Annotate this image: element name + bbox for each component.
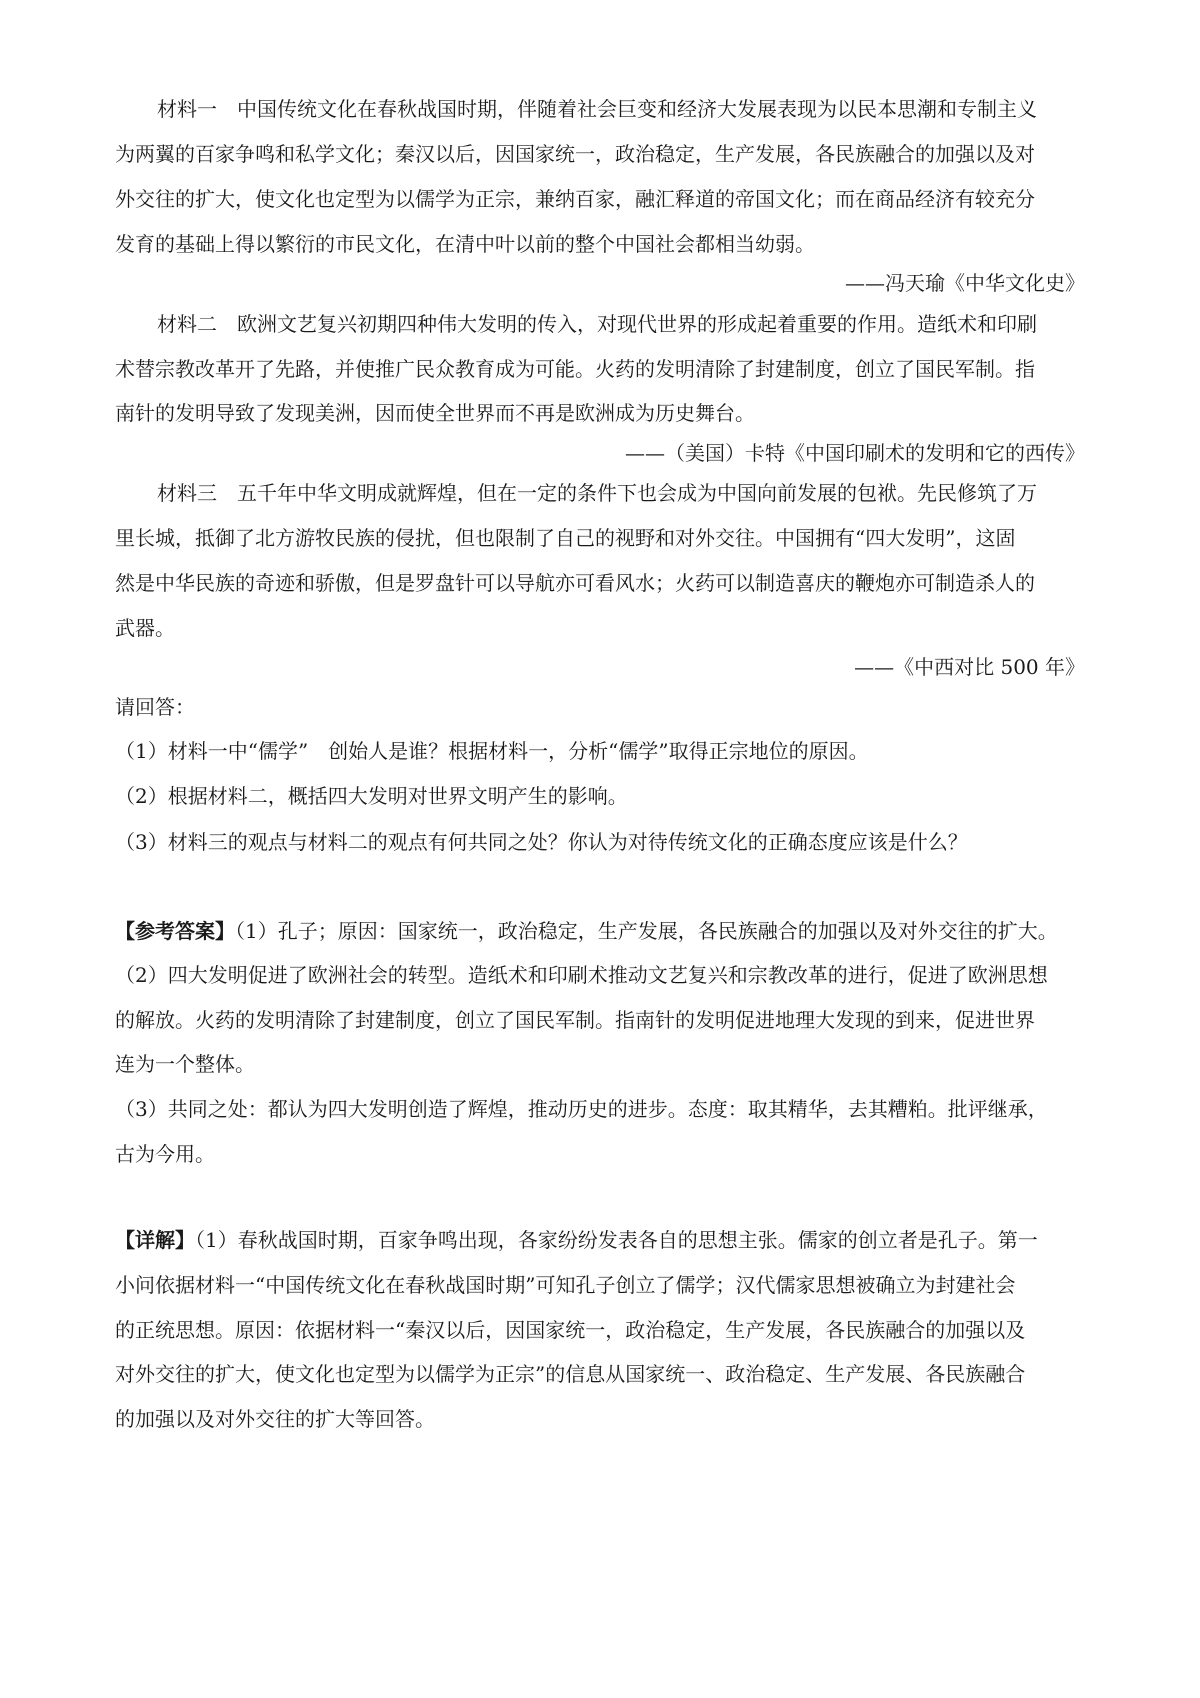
answer-line-1 — [115, 918, 1085, 944]
material-3-line-4: 武器。 — [115, 616, 175, 640]
explanation-label: 【详解】 — [115, 1228, 195, 1252]
explanation-line-1 — [115, 1227, 1085, 1253]
answer-line-2: （2）四大发明促进了欧洲社会的转型。造纸术和印刷术推动文艺复兴和宗教改革的进行，促进了欧洲思想 — [115, 963, 1048, 987]
explanation-line-4: 对外交往的扩大，使文化也定型为以儒学为正宗”的信息从国家统一、政治稳定、生产发展、各民族融合 — [115, 1362, 1026, 1386]
material-2-line-3: 南针的发明导致了发现美洲，因而使全世界而不再是欧洲成为历史舞台。 — [115, 401, 755, 425]
material-1-line-2: 为两翼的百家争鸣和私学文化；秦汉以后，因国家统一，政治稳定，生产发展，各民族融合的加强以及对 — [115, 142, 1035, 166]
answer-label: 【参考答案】 — [115, 919, 235, 943]
answer-line-3: 的解放。火药的发明清除了封建制度，创立了国民军制。指南针的发明促进地理大发现的到来，促进世界 — [115, 1008, 1035, 1032]
material-3-line-2: 里长城，抵御了北方游牧民族的侵扰，但也限制了自己的视野和对外交往。中国拥有“四大发明”，这固 — [115, 526, 1016, 550]
answer-line-4: 连为一个整体。 — [115, 1052, 255, 1076]
answer-line-6: 古为今用。 — [115, 1142, 215, 1166]
material-2-line-1: 材料二 欧洲文艺复兴初期四种伟大发明的传入，对现代世界的形成起着重要的作用。造纸术和印刷 — [157, 312, 1037, 336]
explanation-line-5: 的加强以及对外交往的扩大等回答。 — [115, 1407, 435, 1431]
answer-text-1: （1）孔子；原因：国家统一，政治稳定，生产发展，各民族融合的加强以及对外交往的扩大。 — [235, 919, 1058, 943]
material-3-source: ——《中西对比 500 年》 — [854, 655, 1085, 679]
question-2: （2）根据材料二，概括四大发明对世界文明产生的影响。 — [115, 784, 628, 808]
explanation-line-3: 的正统思想。原因：依据材料一“秦汉以后，因国家统一，政治稳定，生产发展，各民族融合的加强以及 — [115, 1318, 1026, 1342]
material-1-line-3: 外交往的扩大，使文化也定型为以儒学为正宗，兼纳百家，融汇释道的帝国文化；而在商品经济有较充分 — [115, 187, 1035, 211]
material-3-line-3: 然是中华民族的奇迹和骄傲，但是罗盘针可以导航亦可看风水；火药可以制造喜庆的鞭炮亦可制造杀人的 — [115, 571, 1035, 595]
material-1-source: ——冯天瑜《中华文化史》 — [845, 271, 1085, 295]
material-1-line-4: 发育的基础上得以繁衍的市民文化，在清中叶以前的整个中国社会都相当幼弱。 — [115, 232, 815, 256]
explanation-line-2: 小问依据材料一“中国传统文化在春秋战国时期”可知孔子创立了儒学；汉代儒家思想被确立为封建社会 — [115, 1273, 1016, 1297]
explanation-text-1: （1）春秋战国时期，百家争鸣出现，各家纷纷发表各自的思想主张。儒家的创立者是孔子。第一 — [195, 1228, 1038, 1252]
material-3-line-1: 材料三 五千年中华文明成就辉煌，但在一定的条件下也会成为中国向前发展的包袱。先民修筑了万 — [157, 481, 1037, 505]
material-2-line-2: 术替宗教改革开了先路，并使推广民众教育成为可能。火药的发明清除了封建制度，创立了国民军制。指 — [115, 357, 1035, 381]
question-1: （1）材料一中“儒学” 创始人是谁？根据材料一，分析“儒学”取得正宗地位的原因。 — [115, 739, 869, 763]
material-1-line-1: 材料一 中国传统文化在春秋战国时期，伴随着社会巨变和经济大发展表现为以民本思潮和专制主义 — [157, 97, 1037, 121]
answer-line-5: （3）共同之处：都认为四大发明创造了辉煌，推动历史的进步。态度：取其精华，去其糟粕。批评继承， — [115, 1097, 1048, 1121]
answer-prompt: 请回答： — [115, 695, 195, 719]
material-2-source: ——（美国）卡特《中国印刷术的发明和它的西传》 — [625, 441, 1085, 465]
question-3: （3）材料三的观点与材料二的观点有何共同之处？你认为对待传统文化的正确态度应该是什么？ — [115, 830, 968, 854]
